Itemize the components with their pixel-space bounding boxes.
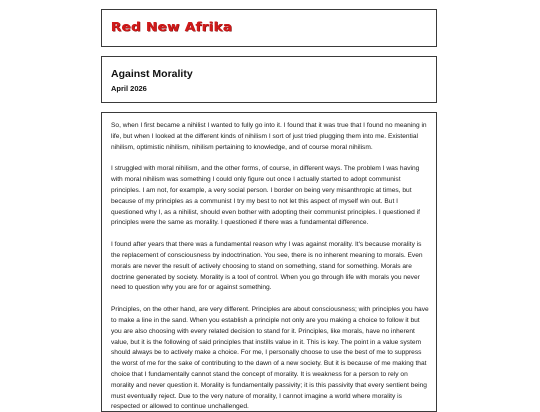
- article-header: [101, 56, 437, 103]
- article-paragraph: I struggled with moral nihilism, and the other forms, of course, in different ways. The problem I was having with moral nihilism was something I could only figure out once I actually started to adopt communist principles. I am not, for example, a very social person. I border on being very misanthropic at times, but because of my principles as a communist I try my best to not let this aspect of myself win out. But I questioned why I, as a nihilist, should even bother with adopting their communist principles. I questioned if principles were the same as morality. I questioned if there was a fundamental difference.: [111, 165, 420, 227]
- article-title: Against Morality: [111, 68, 193, 80]
- article-paragraph: So, when I first became a nihilist I wanted to fully go into it. I found that it was true that I found no meaning in life, but when I looked at the different kinds of nihilism I sort of just tried plugging them into me. Existential nihilism, optimistic nihilism, nihilism pertaining to knowledge, and of course moral nihilism.: [111, 122, 427, 151]
- site-logo[interactable]: Red New Afrika: [111, 20, 233, 35]
- article-content: [101, 112, 437, 412]
- article-body: [111, 121, 429, 412]
- article-paragraph: I found after years that there was a fundamental reason why I was against morality. It's because morality is the replacement of consciousness by indoctrination. You see, there is no inherent meaning to morals. Even morals are never the result of actively choosing to stand on something, stand for something. Morals are doctrine generated by society. Morality is a tool of control. When you go through life with morals you never need to question why you are for or against something.: [111, 241, 423, 292]
- article-date: April 2026: [111, 84, 147, 93]
- article-paragraph: Principles, on the other hand, are very different. Principles are about consciousness; with principles you have to make a line in the sand. When you establish a principle not only are you making a choice to follow it but you are also choosing with every related decision to stand for it. Principles, like morals, have no inherent value, but it is the following of said principles that instills value in it. This is key. The point in a value system should always be to actively make a choice. For me, I personally choose to use the best of me to suppress the worst of me for the sake of contributing to the dawn of a new society. But it is because of me making that choice that I fundamentally cannot stand the concept of morality. It is weakness for a person to rely on morality and never question it. Morality is fundamentally passivity; it is this passivity that every sentient being must eventually reject. Due to the very nature of morality, I cannot imagine a world where morality is respected or allowed to continue unchallenged.: [111, 306, 429, 411]
- site-header: [101, 9, 437, 47]
